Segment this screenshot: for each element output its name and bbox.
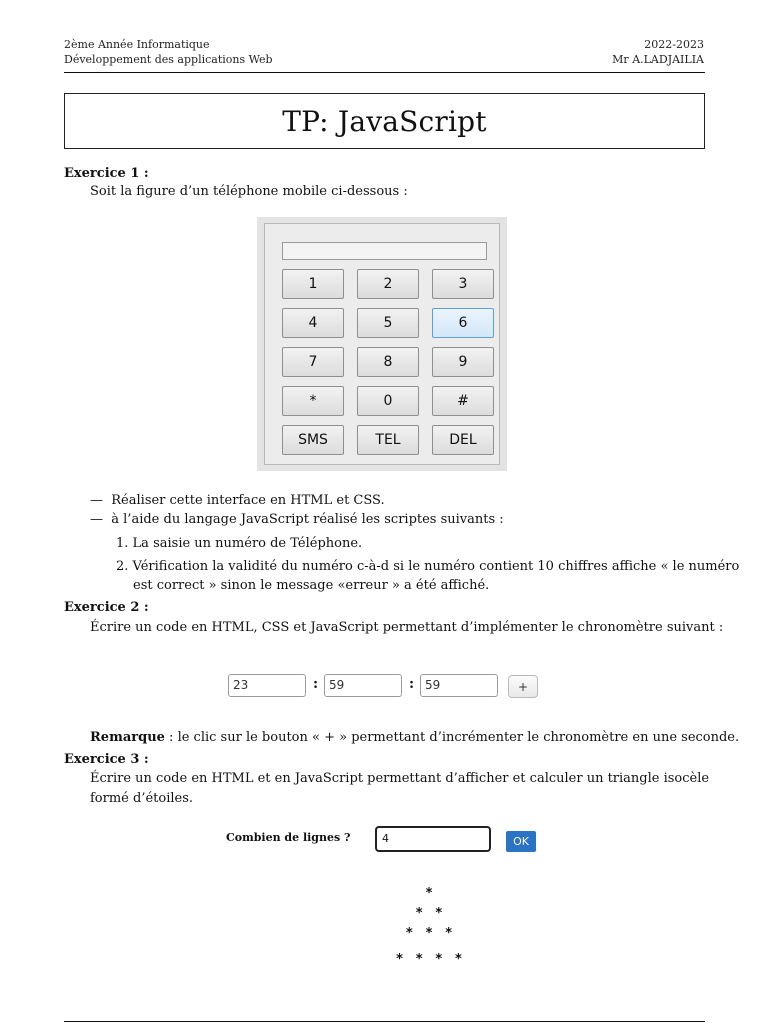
item-number: 1. — [116, 536, 129, 551]
phone-figure — [257, 217, 507, 471]
ex1-bullet-1 — [90, 491, 385, 510]
key-hash[interactable]: # — [432, 386, 494, 416]
bullet-text: à l’aide du langage JavaScript réalisé les scriptes suivants : — [111, 512, 504, 527]
item-number: 2. — [116, 559, 129, 574]
phone-frame — [264, 223, 500, 465]
triangle-row-2: * * — [415, 906, 445, 921]
phone-display — [282, 242, 487, 260]
key-3[interactable]: 3 — [432, 269, 494, 299]
ex1-heading: Exercice 1 : — [64, 166, 149, 181]
triangle-row-4: * * * * — [395, 952, 465, 967]
ex3-intro-1: Écrire un code en HTML et en JavaScript permettant d’afficher et calculer un triangle isocèle — [90, 771, 710, 786]
course-name: Développement des applications Web — [64, 53, 273, 66]
key-4[interactable]: 4 — [282, 308, 344, 338]
dash: — — [90, 512, 103, 527]
item-text: La saisie un numéro de Téléphone. — [132, 536, 363, 551]
key-7[interactable]: 7 — [282, 347, 344, 377]
ex2-heading: Exercice 2 : — [64, 600, 149, 615]
lines-label: Combien de lignes ? — [226, 831, 351, 844]
bullet-text: Réaliser cette interface en HTML et CSS. — [111, 493, 385, 508]
teacher-name: Mr A.LADJAILIA — [612, 53, 704, 66]
ok-button[interactable]: OK — [506, 831, 536, 852]
triangle-row-1: * — [425, 886, 435, 901]
seconds-field[interactable]: 59 — [420, 674, 498, 697]
ex2-intro: Écrire un code en HTML, CSS et JavaScript permettant d’implémenter le chronomètre suivant : — [90, 620, 724, 635]
page-title: TP: JavaScript — [64, 93, 705, 149]
key-star[interactable]: * — [282, 386, 344, 416]
header-left — [64, 37, 273, 67]
increment-button[interactable]: + — [508, 675, 538, 698]
remark-label: Remarque — [90, 730, 165, 745]
key-2[interactable]: 2 — [357, 269, 419, 299]
course-level: 2ème Année Informatique — [64, 38, 210, 51]
footer-divider — [64, 1021, 705, 1022]
ex1-item-1 — [116, 534, 362, 553]
key-0[interactable]: 0 — [357, 386, 419, 416]
key-8[interactable]: 8 — [357, 347, 419, 377]
triangle-row-3: * * * — [405, 926, 455, 941]
key-9[interactable]: 9 — [432, 347, 494, 377]
dash: — — [90, 493, 103, 508]
minutes-field[interactable]: 59 — [324, 674, 402, 697]
ex1-item-2 — [116, 557, 739, 576]
academic-year: 2022-2023 — [644, 38, 704, 51]
ex3-heading: Exercice 3 : — [64, 752, 149, 767]
lines-input[interactable]: 4 — [375, 826, 491, 852]
header-divider — [64, 72, 705, 73]
key-sms[interactable]: SMS — [282, 425, 344, 455]
ex1-intro: Soit la figure d’un téléphone mobile ci-dessous : — [90, 184, 408, 199]
remark-text: : le clic sur le bouton « + » permettant d’incrémenter le chronomètre en une seconde. — [164, 730, 740, 745]
key-1[interactable]: 1 — [282, 269, 344, 299]
ex1-bullet-2 — [90, 510, 504, 529]
header-right — [612, 37, 704, 67]
ex2-remark — [90, 728, 739, 747]
item-text: Vérification la validité du numéro c-à-d si le numéro contient 10 chiffres affiche « le numéro — [132, 559, 740, 574]
key-del[interactable]: DEL — [432, 425, 494, 455]
key-tel[interactable]: TEL — [357, 425, 419, 455]
ex3-intro-2: formé d’étoiles. — [90, 791, 194, 806]
hours-field[interactable]: 23 — [228, 674, 306, 697]
ex1-item-2-cont: est correct » sinon le message «erreur » a été affiché. — [133, 578, 490, 593]
key-6[interactable]: 6 — [432, 308, 494, 338]
colon-1: : — [313, 676, 319, 692]
colon-2: : — [409, 676, 415, 692]
key-5[interactable]: 5 — [357, 308, 419, 338]
